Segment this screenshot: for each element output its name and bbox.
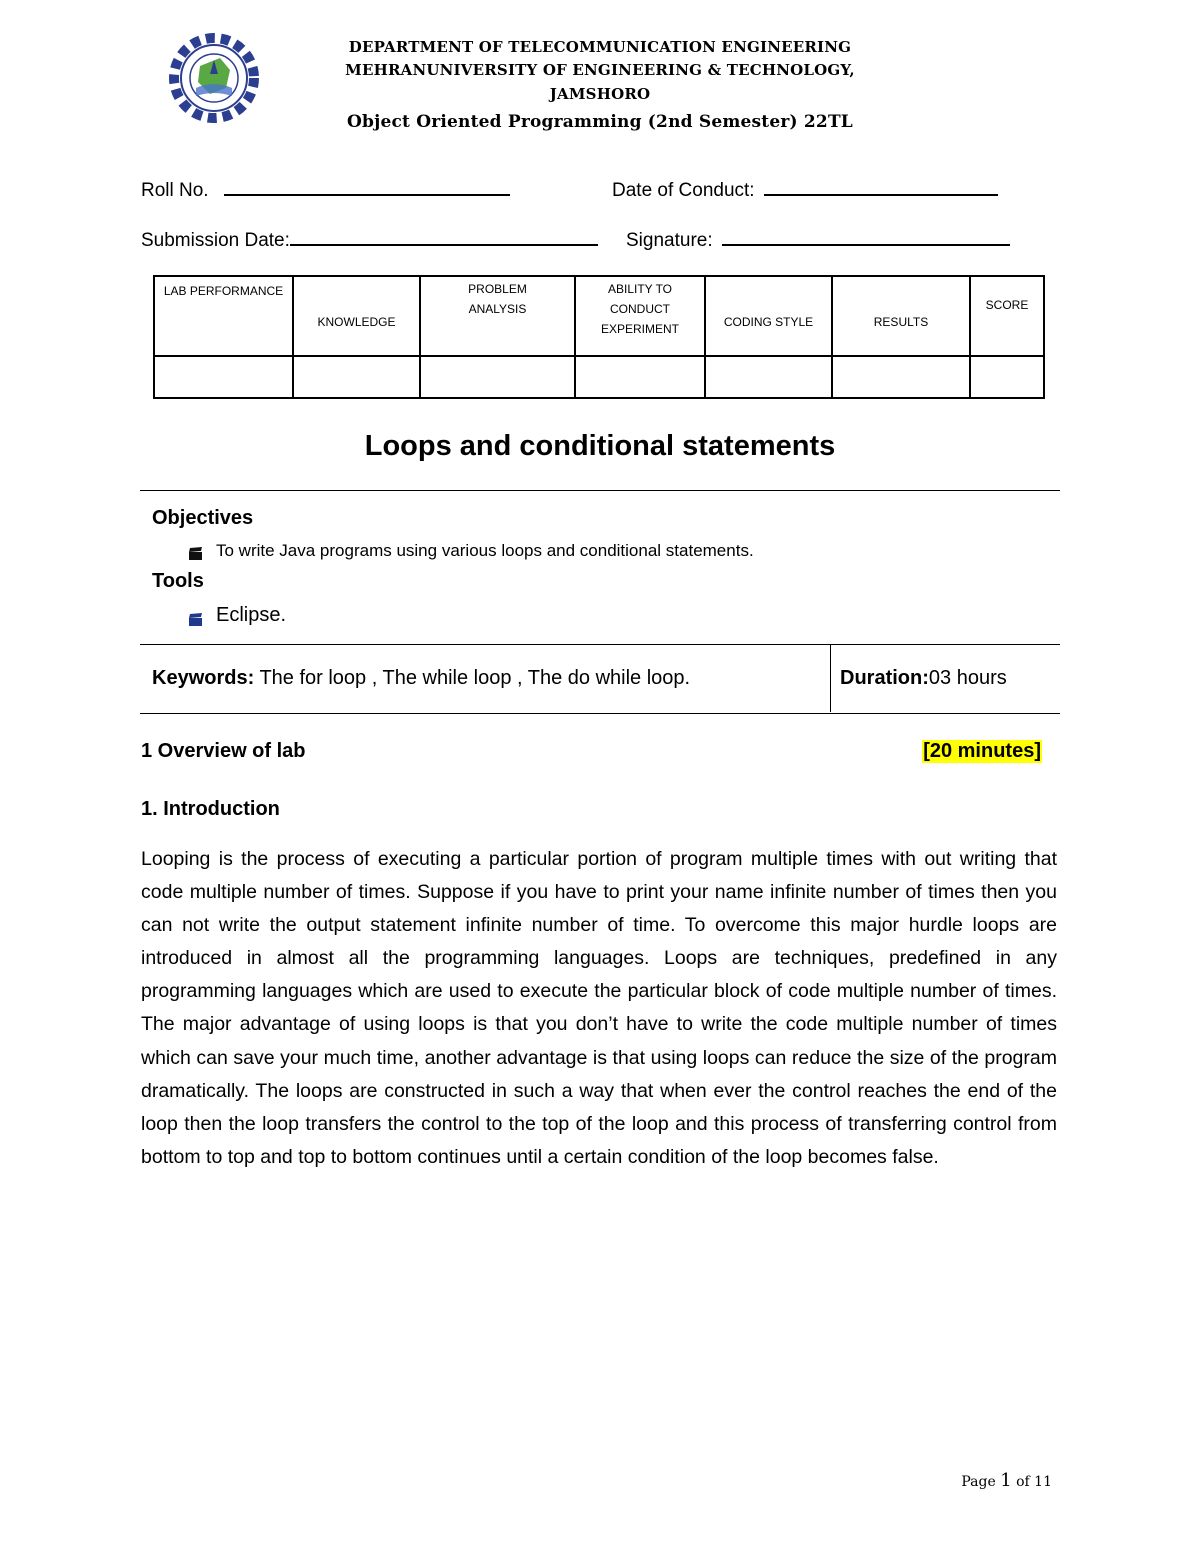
rubric-value-row xyxy=(154,356,1044,398)
course-title: Object Oriented Programming (2nd Semester) 22TL xyxy=(347,112,853,132)
duration-cell xyxy=(840,645,1007,712)
rubric-header-cell: SCORE xyxy=(970,276,1044,356)
roll-no-blank[interactable] xyxy=(224,182,510,196)
rubric-header-cell: PROBLEM ANALYSIS xyxy=(420,276,575,356)
rubric-table xyxy=(153,275,1045,399)
date-of-conduct-field[interactable] xyxy=(612,180,998,202)
rubric-header-cell: ABILITY TO CONDUCT EXPERIMENT xyxy=(575,276,705,356)
university-name: MEHRANUNIVERSITY OF ENGINEERING & TECHNOLOGY, xyxy=(345,61,855,79)
keywords-label: Keywords: xyxy=(152,667,255,689)
introduction-paragraph: Looping is the process of executing a particular portion of program multiple times with out writing that code multiple number of times. Suppose if you have to print your name infinite number of times then you can not write the output statement infinite number of time. To overcome this major hurdle loops are introduced in almost all the programming languages. Loops are techniques, predefined in any programming languages which are used to execute the particular block of code multiple number of times. The major advantage of using loops is that you don’t have to write the code multiple number of times which can save your much time, another advantage is that using loops can reduce the size of the program dramatically. The loops are constructed in such a way that when ever the control reaches the end of the loop then the loop transfers the control to the top of the loop and this process of transferring control from bottom to top and top to bottom continues until a certain condition of the loop becomes false. xyxy=(141,848,1057,1168)
tool-item xyxy=(188,604,286,627)
overview-time-badge: [20 minutes] xyxy=(923,740,1041,762)
tool-text: Eclipse. xyxy=(216,604,287,626)
page-word: Page xyxy=(961,1474,996,1490)
rubric-value-cell[interactable] xyxy=(575,356,705,398)
rubric-value-cell[interactable] xyxy=(154,356,293,398)
of-word: of xyxy=(1016,1474,1030,1490)
date-of-conduct-blank[interactable] xyxy=(764,182,998,196)
rubric-header-cell: CODING STYLE xyxy=(705,276,832,356)
clapperboard-bullet-icon xyxy=(188,545,204,558)
rubric-header-cell: RESULTS xyxy=(832,276,970,356)
page-number: 1 xyxy=(1000,1470,1012,1491)
clapperboard-bullet-icon xyxy=(188,609,204,622)
rubric-value-cell[interactable] xyxy=(420,356,575,398)
rubric-value-cell[interactable] xyxy=(970,356,1044,398)
signature-label: Signature: xyxy=(626,230,713,251)
signature-field[interactable] xyxy=(626,230,1010,252)
divider xyxy=(140,490,1060,491)
keywords-duration-row xyxy=(140,645,1060,712)
page-footer xyxy=(961,1470,1052,1491)
department-name: DEPARTMENT OF TELECOMMUNICATION ENGINEERING xyxy=(348,38,852,56)
objective-item xyxy=(188,541,754,561)
rubric-value-cell[interactable] xyxy=(832,356,970,398)
rubric-value-cell[interactable] xyxy=(705,356,832,398)
rubric-header-cell: KNOWLEDGE xyxy=(293,276,420,356)
overview-heading: 1 Overview of lab xyxy=(141,740,306,762)
submission-date-label: Submission Date: xyxy=(141,230,290,251)
rubric-value-cell[interactable] xyxy=(293,356,420,398)
divider xyxy=(140,713,1060,714)
duration-label: Duration: xyxy=(840,667,929,689)
date-of-conduct-label: Date of Conduct: xyxy=(612,180,755,201)
keywords-cell xyxy=(152,645,690,712)
rubric-header-cell: LAB PERFORMANCE xyxy=(154,276,293,356)
roll-no-field[interactable] xyxy=(141,180,510,202)
keywords-value: The for loop , The while loop , The do while loop. xyxy=(254,667,691,689)
objective-text: To write Java programs using various loops and conditional statements. xyxy=(216,541,754,560)
signature-blank[interactable] xyxy=(722,232,1010,246)
tools-heading: Tools xyxy=(152,570,204,592)
duration-value: 03 hours xyxy=(928,667,1007,689)
column-divider xyxy=(830,645,831,712)
roll-no-label: Roll No. xyxy=(141,180,209,201)
submission-date-field[interactable] xyxy=(141,230,598,252)
lab-title: Loops and conditional statements xyxy=(364,430,836,462)
rubric-header-row xyxy=(154,276,1044,356)
introduction-heading: 1. Introduction xyxy=(141,798,280,820)
university-city: JAMSHORO xyxy=(549,85,651,103)
objectives-heading: Objectives xyxy=(152,507,254,529)
total-pages: 11 xyxy=(1034,1474,1052,1490)
submission-date-blank[interactable] xyxy=(290,232,598,246)
